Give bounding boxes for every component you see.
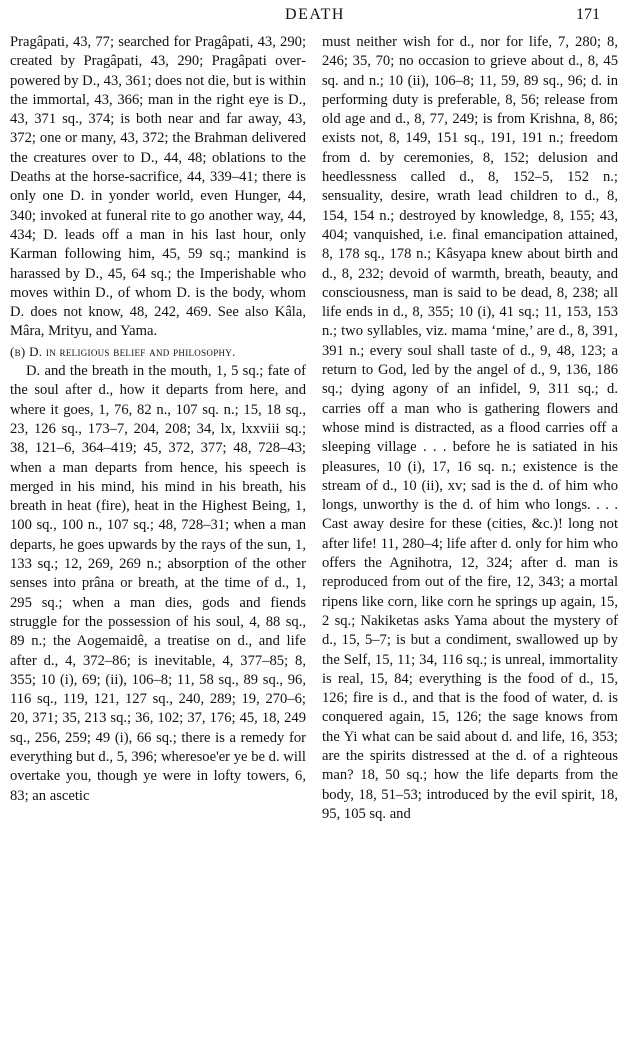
page-number: 171 <box>576 6 600 23</box>
index-entry-paragraph: D. and the breath in the mouth, 1, 5 sq.; fate of the soul after d., how it departs from here, and where it goes, 1, 76, 82 n., 107 sq. n.; 15, 18 sq., 23, 126 sq., 173–7, 204, 208; 34, lx, lxxviii sq.; 38, 121–6, 364–419; 45, 372, 377; 48, 728–43; when a man departs from hence, his speech is merged in his mind, his mind in his breath, his breath in heat (fire), heat in the Highest Being, 1, 100 sq., 100 n., 107 sq.; 48, 728–31; when a man departs, he goes upwards by the rays of the sun, 1, 133 sq.; 12, 269, 269 n.; absorption of the other senses into prâna or breath, at the time of d., 1, 295 sq.; when a man dies, gods and fiends struggle for the possession of his soul, 4, 88 sq., 89 n.; the Aogemaidê, a treatise on d., and life after d., 4, 372–86; is inevitable, 4, 377–85; 8, 355; 10 (i), 69; (ii), 106–8; 11, 58 sq., 89 sq., 96, 116 sq., 119, 121, 127 sq., 240, 289; 19, 270–6; 20, 371; 35, 213 sq.; 36, 102; 37, 176; 45, 18, 249 sq., 256, 259; 49 (i), 66 sq.; there is a remedy for everything but d., 5, 396; wheresoe'er ye be d. will overtake you, though ye were in lofty towers, 6, 83; an ascetic <box>10 363 306 804</box>
index-entry-continuation: Pragâpati, 43, 77; searched for Pragâpati, 43, 290; created by Pragâpati, 43, 290; Pragâpati overpowered by D., 43, 361; does not die, but is within the immortal, 43, 366; man in the right eye is D., 43, 371 sq., 374; is both near and far away, 43, 372; one or many, 43, 372; the Brahman delivered the creatures over to D., 44, 48; oblations to the Deaths at the horse-sacrifice, 44, 339–41; there is only one D. in yonder world, even Hunger, 44, 340; invoked at funeral rite to go another way, 44, 434; D. leads off a man in his last hour, only Karman following him, 45, 59 sq.; mankind is harassed by D., 45, 64 sq.; the Imperishable who moves within D., of whom D. is the body, whom D. does not know, 48, 242, 469. See also Kâla, Mâra, Mrityu, and Yama. <box>10 34 306 340</box>
index-entry-paragraph: must neither wish for d., nor for life, 7, 280; 8, 246; 35, 70; no occasion to grieve about d., 8, 45 sq. and n.; 10 (ii), 106–8; 11, 59, 89 sq., 96; d. in performing duty is preferable, 8, 56; release from old age and d., 8, 77, 249; is from Krishna, 8, 86; exists not, 8, 149, 151 sq., 191, 191 n.; freedom from d. by ceremonies, 8, 152; delusion and heedlessness called d., 8, 152–5, 152 n.; sensuality, desire, wrath lead children to d., 8, 154, 154 n.; destroyed by knowledge, 8, 155; 43, 404; vanquished, i.e. final emancipation attained, 8, 178 sq., 178 n.; Kâsyapa knew about birth and d., 8, 232; devoid of warmth, breath, beauty, and consciousness, man is said to be dead, 8, 238; all life ends in d., 8, 355; 10 (i), 41 sq.; 11, 153, 153 n.; two syllables, viz. mama ‘mine,’ are d., 8, 391, 391 n.; every soul shall taste of d., 9, 48, 123; a return to God, led by the angel of d., 9, 136, 186 sq.; dying agony of an infidel, 9, 311 sq.; d. carries off a man who is gathering flowers and whose mind is distracted, as a flood carries off a sleeping village . . . before he is satiated in his pleasures, 10 (i), 17, 16 sq. n.; existence is the stream of d., 10 (ii), xv; sad is the d. of him who longs, unworthy is the d. of him who longs. . . . Cast away desire for these (cities, &c.)! long not after life! 11, 280–4; life after d. only for him who offers the Agnihotra, 12, 324; after d. man is reproduced from out of the fire, 12, 343; a mortal ripens like corn, like corn he springs up again, 15, 2 sq.; Nakiketas asks Yama about the mystery of d., 15, 5–7; is but a condiment, swallowed up by the Self, 15, 11; 34, 116 sq.; is unreal, immortality is real, 15, 84; everything is the food of d., 15, 126; fire is d., and that is the food of water, d. is conquered again, 15, 126; the sage knows from the Yi what can be said about d. and life, 16, 353; are the spirits distressed at the d. of a righteous man? 18, 50 sq.; how the life departs from the body, 18, 51–53; introduced by the evil spirit, 18, 95, 105 sq. and <box>322 34 618 822</box>
running-head: DEATH <box>285 6 345 23</box>
left-column <box>10 33 306 806</box>
right-column <box>322 33 618 824</box>
page-header <box>0 6 630 30</box>
section-heading: (b) D. in religious belief and philosophy. <box>10 343 236 359</box>
